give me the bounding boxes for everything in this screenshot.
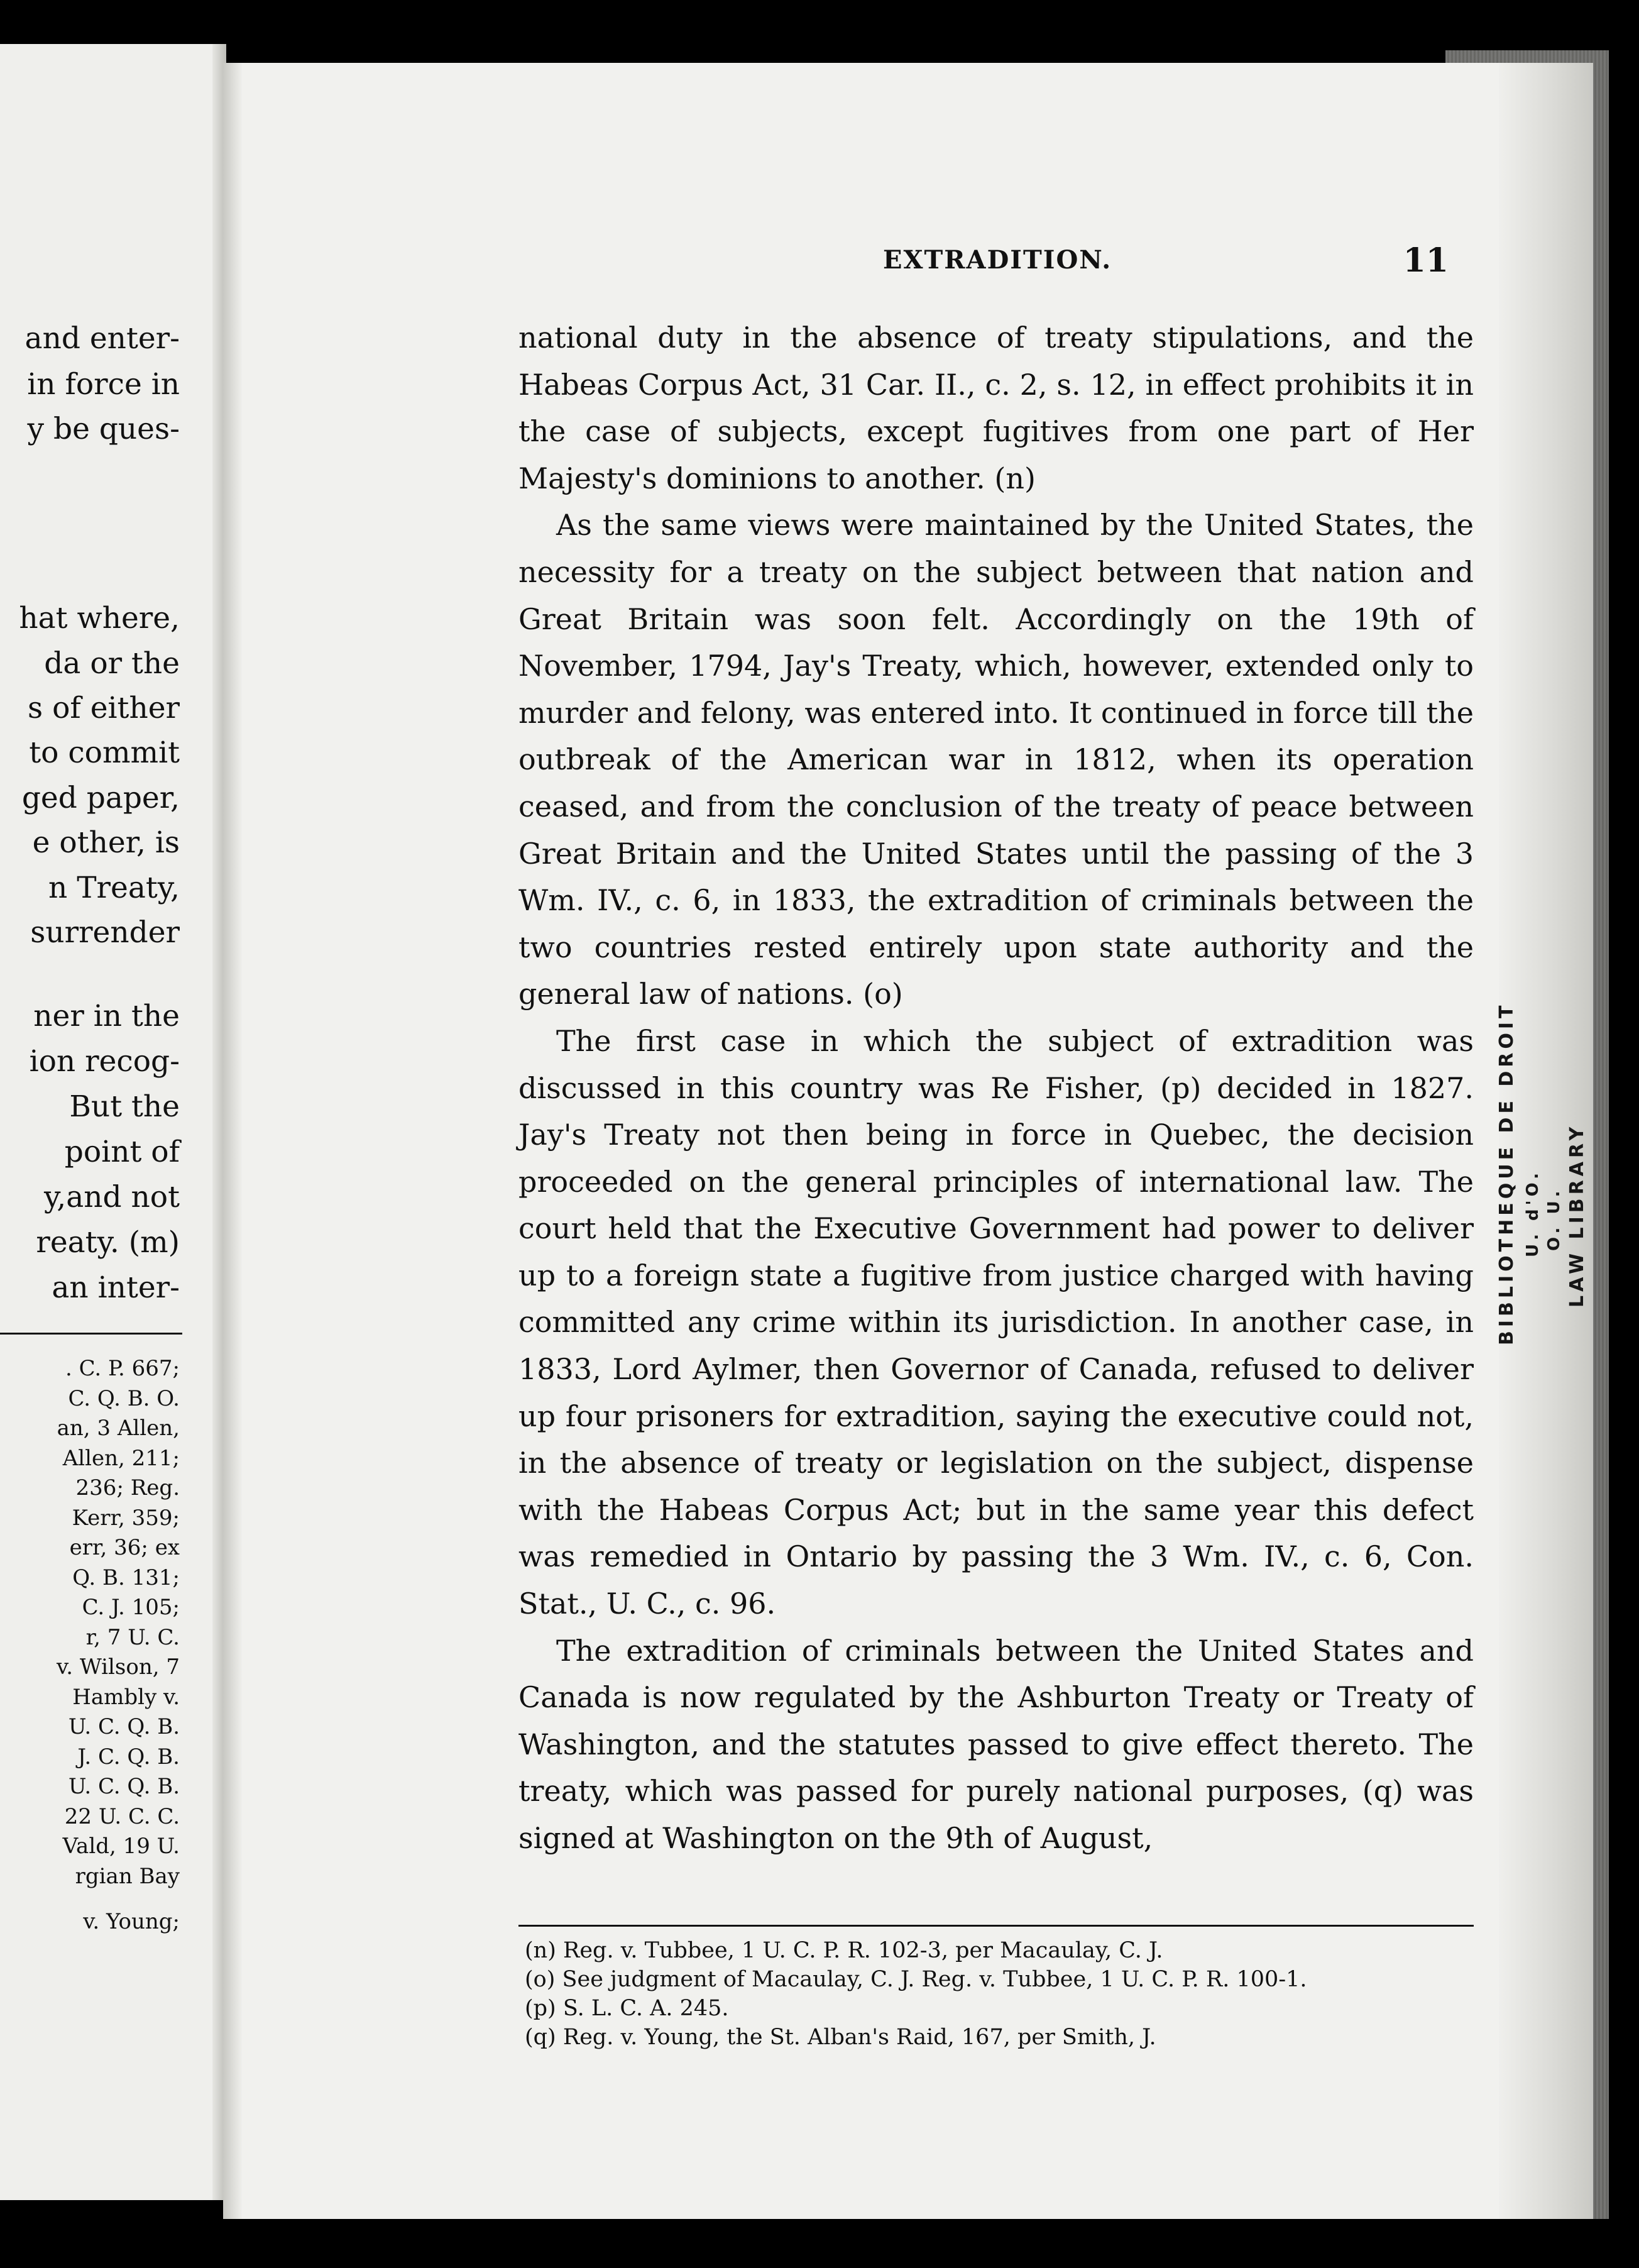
stamp-line-3: O. U. bbox=[1545, 1187, 1564, 1251]
left-page-footnote-line: v. Young; bbox=[83, 1909, 180, 1934]
running-head: EXTRADITION. bbox=[883, 245, 1112, 275]
left-page-footnote-line: err, 36; ex bbox=[69, 1535, 180, 1560]
left-page-line: y,and not bbox=[43, 1180, 180, 1214]
paragraph-3: The first case in which the subject of extradition was discussed in this country was Re Fisher, (p) decided in 1827. Jay's Treaty not then being in force in Quebec, the decision proceeded on the general principles of international law. The court held that the Executive Government had power to deliver up to a foreign state a fugitive from justice charged with having committed any crime within its jurisdiction. In another case, in 1833, Lord Aylmer, then Governor of Canada, refused to deliver up four prisoners for extradition, saying the executive could not, in the absence of treaty or legislation on the subject, dispense with the Habeas Corpus Act; but in the same year this defect was remedied in Ontario by passing the 3 Wm. IV., c. 6, Con. Stat., U. C., c. 96. bbox=[518, 1023, 1474, 1621]
left-page-line: in force in bbox=[27, 367, 180, 402]
paragraph-1: national duty in the absence of treaty stipulations, and the Habeas Corpus Act, 31 Car. II., c. 2, s. 12, in effect prohibits it in the case of subjects, except fugitives from one part of Her Majesty's dominions to another. (n) bbox=[518, 321, 1474, 495]
left-page-footnote-line: r, 7 U. C. bbox=[85, 1624, 180, 1650]
right-page bbox=[223, 63, 1593, 2219]
left-page-footnote-line: 236; Reg. bbox=[75, 1475, 180, 1500]
left-page-line: ion recog- bbox=[29, 1044, 180, 1079]
left-page-line: to commit bbox=[29, 735, 180, 770]
left-page-footnote-line: an, 3 Allen, bbox=[57, 1416, 180, 1441]
body-text bbox=[518, 314, 1474, 1862]
left-page-footnote-line: . C. P. 667; bbox=[65, 1356, 180, 1381]
stamp-line-2: U. d'O. bbox=[1523, 1169, 1542, 1257]
left-page-line: ged paper, bbox=[21, 781, 180, 815]
footnote-rule bbox=[518, 1925, 1474, 1927]
stamp-line-4: LAW LIBRARY bbox=[1566, 1123, 1588, 1307]
left-page-line: y be ques- bbox=[27, 412, 180, 446]
left-page-footnote-line: Kerr, 359; bbox=[72, 1505, 180, 1531]
left-page-footnote-line: Hambly v. bbox=[72, 1684, 180, 1710]
page-number: 11 bbox=[1403, 241, 1449, 280]
footnote-p: (p) S. L. C. A. 245. bbox=[525, 1996, 729, 2021]
left-page-line: But the bbox=[69, 1089, 180, 1124]
left-page-line: an inter- bbox=[52, 1270, 180, 1305]
left-page-footnote-line: Vald, 19 U. bbox=[62, 1834, 180, 1859]
paragraph-4: The extradition of criminals between the United States and Canada is now regulated by the Ashburton Treaty or Treaty of Washington, and the statutes passed to give effect thereto. The treaty, which was passed for purely national purposes, (q) was signed at Washington on the 9th of August, bbox=[518, 1633, 1474, 1855]
left-page-footnote-line: 22 U. C. C. bbox=[64, 1803, 180, 1829]
footnotes bbox=[518, 1936, 1474, 2052]
footnote-o: (o) See judgment of Macaulay, C. J. Reg. v. Tubbee, 1 U. C. P. R. 100-1. bbox=[525, 1967, 1307, 1992]
left-page-text-fragments bbox=[0, 44, 226, 2200]
left-page-line: ner in the bbox=[33, 999, 180, 1033]
left-page-line: e other, is bbox=[32, 825, 180, 860]
left-page-footnote-line: U. C. Q. B. bbox=[68, 1714, 180, 1739]
left-page-line: reaty. (m) bbox=[36, 1225, 180, 1260]
left-page-footnote-line: Allen, 211; bbox=[62, 1445, 180, 1471]
left-page-footnote-line: J. C. Q. B. bbox=[77, 1744, 180, 1770]
page-header bbox=[663, 241, 1449, 283]
footnote-n: (n) Reg. v. Tubbee, 1 U. C. P. R. 102-3, per Macaulay, C. J. bbox=[525, 1938, 1163, 1963]
stamp-line-1: BIBLIOTHEQUE DE DROIT bbox=[1496, 1001, 1518, 1345]
left-page-footnote-line: U. C. Q. B. bbox=[68, 1774, 180, 1799]
left-facing-page bbox=[0, 44, 226, 2200]
left-page-footnote-line: C. Q. B. O. bbox=[68, 1385, 180, 1411]
paragraph-2: As the same views were maintained by the United States, the necessity for a treaty on the subject between that nation and Great Britain was soon felt. Accordingly on the 19th of November, 1794, Jay's Treaty, which, however, extended only to murder and felony, was entered into. It continued in force till the outbreak of the American war in 1812, when its operation ceased, and from the conclusion of the treaty of peace between Great Britain and the United States until the passing of the 3 Wm. IV., c. 6, in 1833, the extradition of criminals between the two countries rested entirely upon state authority and the general law of nations. (o) bbox=[518, 508, 1474, 1011]
left-page-line: surrender bbox=[30, 915, 180, 950]
left-page-line: da or the bbox=[44, 646, 180, 681]
left-page-line: and enter- bbox=[25, 321, 180, 356]
library-stamp bbox=[1496, 930, 1596, 1358]
left-page-footnote-line: rgian Bay bbox=[75, 1863, 180, 1889]
left-page-line: n Treaty, bbox=[48, 871, 180, 905]
left-page-line: hat where, bbox=[19, 601, 180, 636]
left-page-footnote-line: v. Wilson, 7 bbox=[57, 1654, 180, 1680]
right-page-gutter-shadow bbox=[223, 63, 242, 2219]
left-footnote-rule bbox=[0, 1333, 182, 1335]
left-page-line: s of either bbox=[28, 691, 180, 725]
footnote-q: (q) Reg. v. Young, the St. Alban's Raid, 167, per Smith, J. bbox=[525, 2025, 1156, 2050]
left-page-line: point of bbox=[64, 1135, 180, 1169]
left-page-footnote-line: Q. B. 131; bbox=[72, 1565, 180, 1590]
left-page-footnote-line: C. J. 105; bbox=[82, 1595, 180, 1620]
